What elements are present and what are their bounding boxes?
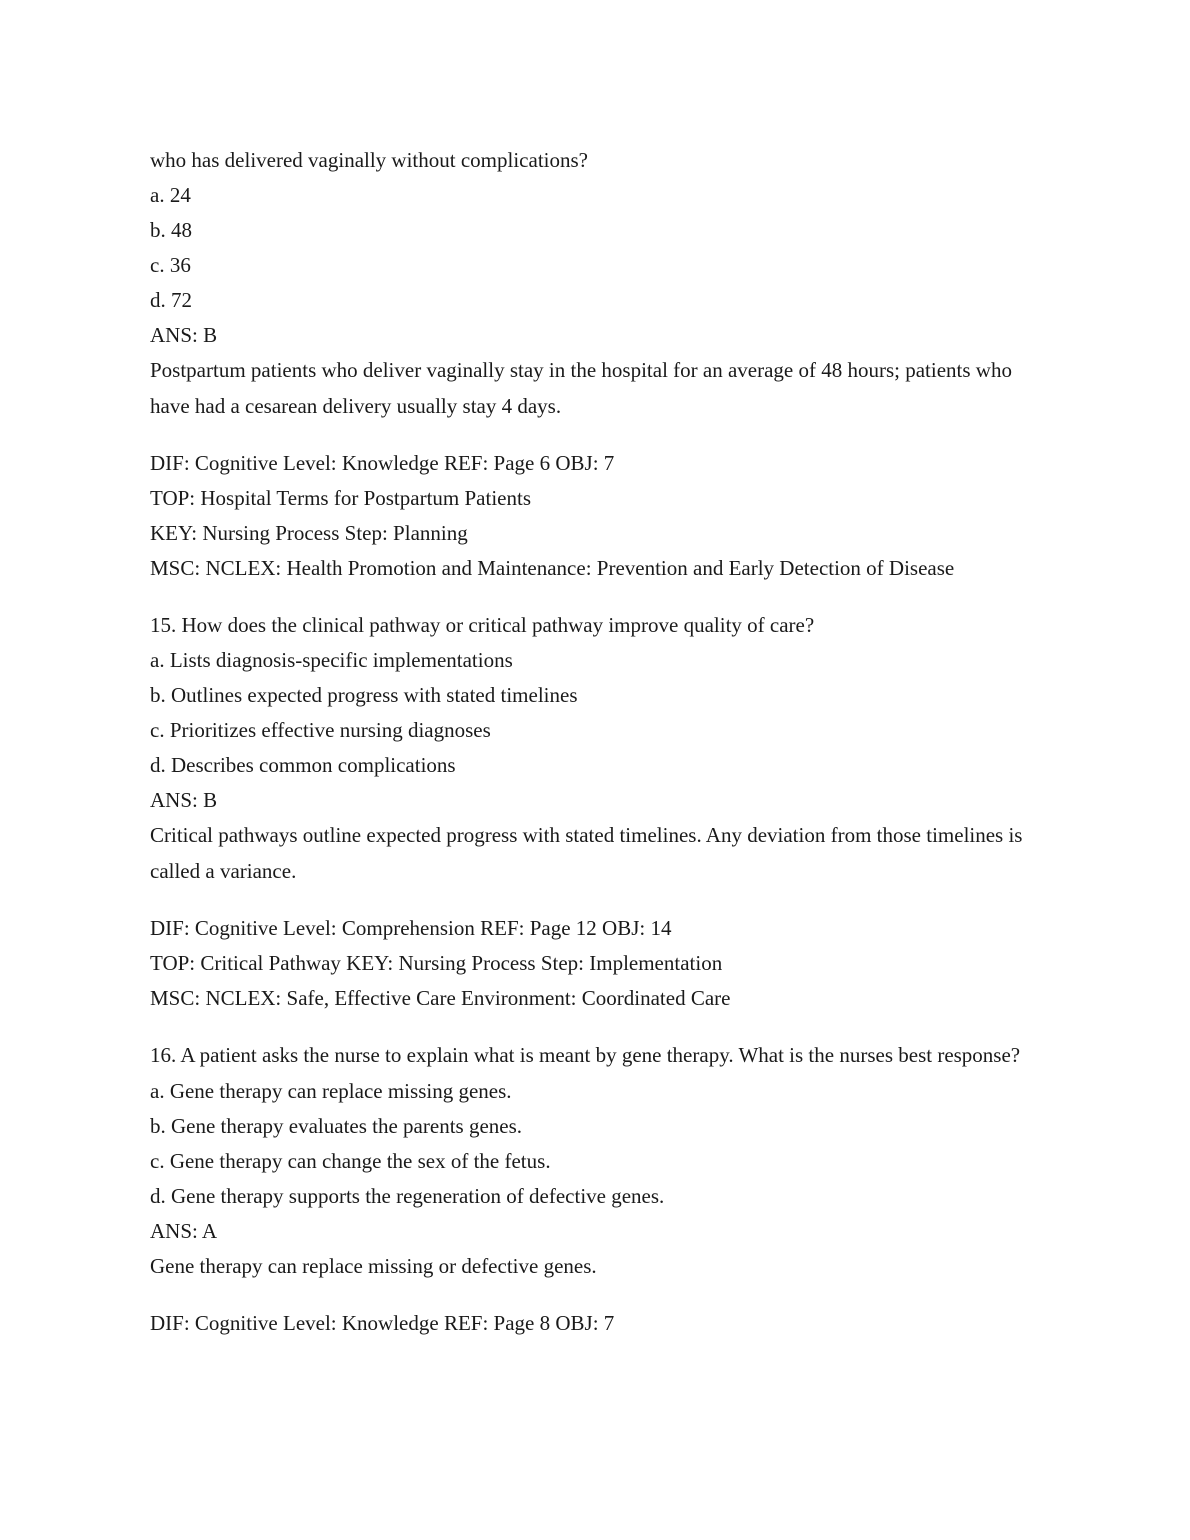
meta-dif: DIF: Cognitive Level: Knowledge REF: Page 6 OBJ: 7 bbox=[150, 451, 615, 475]
option-c: c. Gene therapy can change the sex of the fetus. bbox=[150, 1148, 551, 1173]
question-stem: 15. How does the clinical pathway or critical pathway improve quality of care? bbox=[150, 613, 815, 637]
option-d: d. Describes common complications bbox=[150, 753, 456, 777]
option-d: d. 72 bbox=[150, 288, 192, 312]
option-a: a. 24 bbox=[150, 183, 191, 207]
question-16 bbox=[150, 1038, 1030, 1341]
option-b: b. Gene therapy evaluates the parents genes. bbox=[150, 1113, 523, 1138]
option-d: d. Gene therapy supports the regeneration of defective genes. bbox=[150, 1183, 665, 1208]
question-15 bbox=[150, 608, 1030, 1016]
option-c: c. 36 bbox=[150, 253, 191, 277]
option-a: a. Gene therapy can replace missing genes. bbox=[150, 1078, 512, 1103]
meta-top-key: TOP: Critical Pathway KEY: Nursing Process Step: Implementation bbox=[150, 951, 723, 975]
meta-dif: DIF: Cognitive Level: Comprehension REF: Page 12 OBJ: 14 bbox=[150, 916, 672, 940]
answer: ANS: A bbox=[150, 1218, 218, 1243]
rationale: Critical pathways outline expected progress with stated timelines. Any deviation from those timelines is called a variance. bbox=[150, 823, 1023, 883]
option-b: b. Outlines expected progress with stated timelines bbox=[150, 683, 578, 707]
option-c: c. Prioritizes effective nursing diagnoses bbox=[150, 718, 491, 742]
meta-msc: MSC: NCLEX: Safe, Effective Care Environment: Coordinated Care bbox=[150, 986, 731, 1010]
answer: ANS: B bbox=[150, 788, 218, 812]
meta-dif: DIF: Cognitive Level: Knowledge REF: Page 8 OBJ: 7 bbox=[150, 1310, 615, 1335]
rationale: Gene therapy can replace missing or defective genes. bbox=[150, 1253, 597, 1278]
answer: ANS: B bbox=[150, 323, 218, 347]
option-a: a. Lists diagnosis-specific implementations bbox=[150, 648, 513, 672]
question-stem: 16. A patient asks the nurse to explain what is meant by gene therapy. What is the nurses best response? bbox=[150, 1043, 1021, 1067]
document-page bbox=[150, 143, 1030, 1341]
option-b: b. 48 bbox=[150, 218, 192, 242]
rationale: Postpartum patients who deliver vaginally stay in the hospital for an average of 48 hours; patients who have had a cesarean delivery usually stay 4 days. bbox=[150, 358, 1012, 418]
question-14 bbox=[150, 143, 1030, 586]
meta-key: KEY: Nursing Process Step: Planning bbox=[150, 521, 468, 545]
meta-msc: MSC: NCLEX: Health Promotion and Maintenance: Prevention and Early Detection of Disease bbox=[150, 556, 955, 580]
question-stem: who has delivered vaginally without complications? bbox=[150, 148, 588, 172]
meta-top: TOP: Hospital Terms for Postpartum Patients bbox=[150, 486, 531, 510]
